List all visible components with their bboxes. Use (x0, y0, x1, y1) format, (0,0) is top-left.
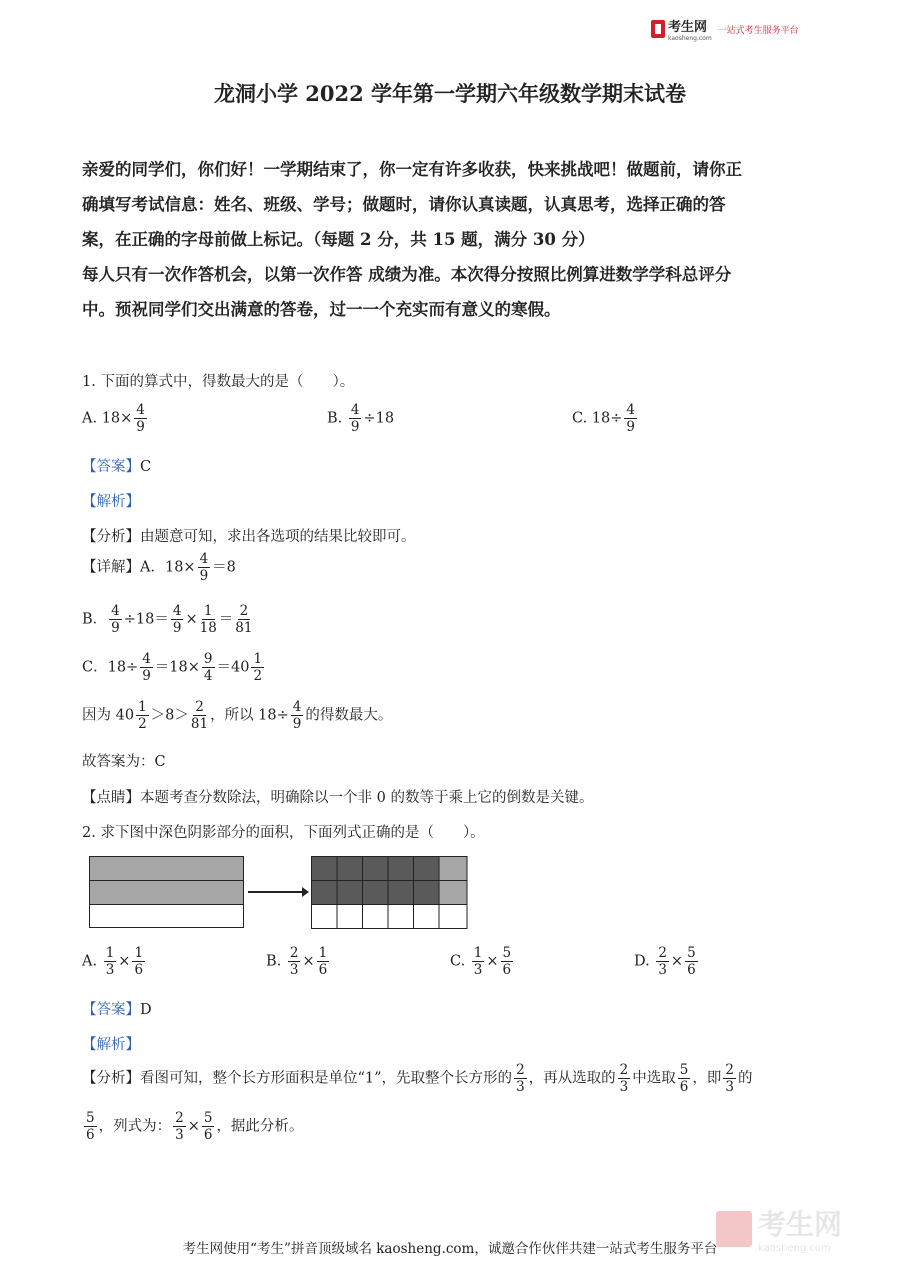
logo-domain: kaosheng.com (668, 35, 712, 42)
q1-answer: 【答案】C (82, 459, 152, 475)
fraction: $\frac{2}{3}$ (619, 1062, 629, 1095)
q2-option-d: D. $\frac{2}{3}$ × $\frac{5}{6}$ (634, 945, 696, 978)
fraction: $\frac{1}{3}$ (105, 945, 115, 978)
q2-fenxi: 【分析】看图可知，整个长方形面积是单位“1”，先取整个长方形的 $\frac{2}{3}$ ，再从选取的 $\frac{2}{3}$ 中选取 $\frac{5}{6}$ ，即 $\frac{2}{3}$ 的 (82, 1062, 753, 1095)
fraction: $\frac{1}{18}$ (199, 603, 217, 636)
q1-final-answer: 故答案为：C (82, 754, 166, 770)
q1-stem: 1. 下面的算式中，得数最大的是（ ）。 (82, 374, 355, 390)
q2-option-a: A. $\frac{1}{3}$ × $\frac{1}{6}$ (82, 945, 144, 978)
fraction: $\frac{5}{6}$ (86, 1110, 95, 1143)
fraction: $\frac{9}{4}$ (203, 651, 213, 684)
shaded-strip (90, 857, 243, 881)
fraction: $\frac{5}{6}$ (687, 945, 696, 978)
fraction: $\frac{4}{9}$ (142, 651, 151, 684)
fraction: $\frac{4}{9}$ (199, 551, 209, 584)
fraction: $\frac{2}{3}$ (289, 945, 299, 978)
shaded-strip (90, 881, 243, 905)
fraction: $\frac{5}{6}$ (203, 1110, 213, 1143)
fraction: $\frac{2}{81}$ (190, 699, 209, 732)
q1-detail-c: C．18÷ $\frac{4}{9}$ ＝18× $\frac{9}{4}$ ＝40 $\frac{1}{2}$ (82, 651, 263, 684)
fraction: $\frac{4}{9}$ (172, 603, 182, 636)
fraction: $\frac{1}{2}$ (138, 699, 147, 732)
logo-icon (651, 20, 665, 38)
fraction: $\frac{1}{2}$ (253, 651, 263, 684)
q2-figure-right (311, 856, 468, 929)
fraction: $\frac{2}{3}$ (658, 945, 667, 978)
fraction: $\frac{4}{9}$ (292, 699, 302, 732)
logo-slogan: 一站式考生服务平台 (717, 25, 799, 36)
blank-strip (90, 905, 243, 927)
intro-paragraph (82, 152, 822, 327)
intro-line: 亲爱的同学们，你们好！一学期结束了，你一定有许多收获，快来挑战吧！做题前，请你正 (82, 160, 742, 179)
fraction: $\frac{2}{3}$ (725, 1062, 734, 1095)
site-logo (651, 18, 799, 40)
q1-option-a: A. 18× $\frac{4}{9}$ (82, 402, 145, 435)
q1-detail-a: 【详解】A．18× $\frac{4}{9}$ ＝8 (82, 551, 236, 584)
q1-option-c: C. 18÷ $\frac{4}{9}$ (572, 402, 635, 435)
fraction: $\frac{5}{6}$ (502, 945, 512, 978)
fraction: $\frac{2}{81}$ (235, 603, 253, 636)
q2-figure-left (89, 856, 244, 928)
arrow-icon (246, 884, 310, 900)
q2-analysis-tag: 【解析】 (82, 1037, 140, 1053)
fraction: $\frac{5}{6}$ (679, 1062, 689, 1095)
q2-stem: 2. 求下图中深色阴影部分的面积，下面列式正确的是（ ）。 (82, 825, 485, 841)
q2-answer: 【答案】D (82, 1002, 152, 1018)
fraction: $\frac{4}{9}$ (626, 402, 635, 435)
logo-name: 考生网 (668, 20, 708, 35)
intro-line: 中。预祝同学们交出满意的答卷，过一一个充实而有意义的寒假。 (82, 300, 561, 319)
q1-detail-b: B． $\frac{4}{9}$ ÷18＝ $\frac{4}{9}$ × $\frac{1}{18}$ ＝ $\frac{2}{81}$ (82, 603, 253, 636)
fraction: $\frac{4}{9}$ (136, 402, 145, 435)
intro-line: 案，在正确的字母前做上标记。（每题 2 分，共 15 题，满分 30 分） (82, 230, 595, 249)
fraction: $\frac{2}{3}$ (175, 1110, 184, 1143)
q2-fenxi-cont: $\frac{5}{6}$ ，列式为： $\frac{2}{3}$ × $\frac{5}{6}$ ，据此分析。 (86, 1110, 304, 1143)
q2-option-c: C. $\frac{1}{3}$ × $\frac{5}{6}$ (450, 945, 512, 978)
fraction: $\frac{1}{3}$ (473, 945, 483, 978)
watermark-text: 考生网 (758, 1208, 843, 1241)
footer-text: 考生网使用“考生”拼音顶级域名 kaosheng.com，诚邀合作伙伴共建一站式考生服务平台 (182, 1241, 718, 1257)
fraction: $\frac{2}{3}$ (516, 1062, 525, 1095)
q1-analysis-tag: 【解析】 (82, 494, 140, 510)
q2-option-b: B. $\frac{2}{3}$ × $\frac{1}{6}$ (266, 945, 328, 978)
watermark-domain: kaosheng.com (758, 1243, 831, 1254)
q1-conclusion: 因为 40 $\frac{1}{2}$ ＞8＞ $\frac{2}{81}$ ，所以 18÷ $\frac{4}{9}$ 的得数最大。 (82, 699, 393, 732)
q1-fenxi: 【分析】由题意可知，求出各选项的结果比较即可。 (82, 529, 416, 545)
fraction: $\frac{4}{9}$ (350, 402, 360, 435)
page-title: 龙洞小学 2022 学年第一学期六年级数学期末试卷 (213, 81, 687, 106)
q1-option-b: B. $\frac{4}{9}$ ÷18 (327, 402, 395, 435)
fraction: $\frac{1}{6}$ (134, 945, 144, 978)
fraction: $\frac{4}{9}$ (111, 603, 120, 636)
fraction: $\frac{1}{6}$ (318, 945, 328, 978)
q1-dianjing: 【点睛】本题考查分数除法，明确除以一个非 0 的数等于乘上它的倒数是关键。 (82, 790, 594, 806)
intro-line: 每人只有一次作答机会，以第一次作答 成绩为准。本次得分按照比例算进数学学科总评分 (82, 265, 732, 284)
intro-line: 确填写考试信息：姓名、班级、学号；做题时，请你认真读题，认真思考，选择正确的答 (82, 195, 726, 214)
